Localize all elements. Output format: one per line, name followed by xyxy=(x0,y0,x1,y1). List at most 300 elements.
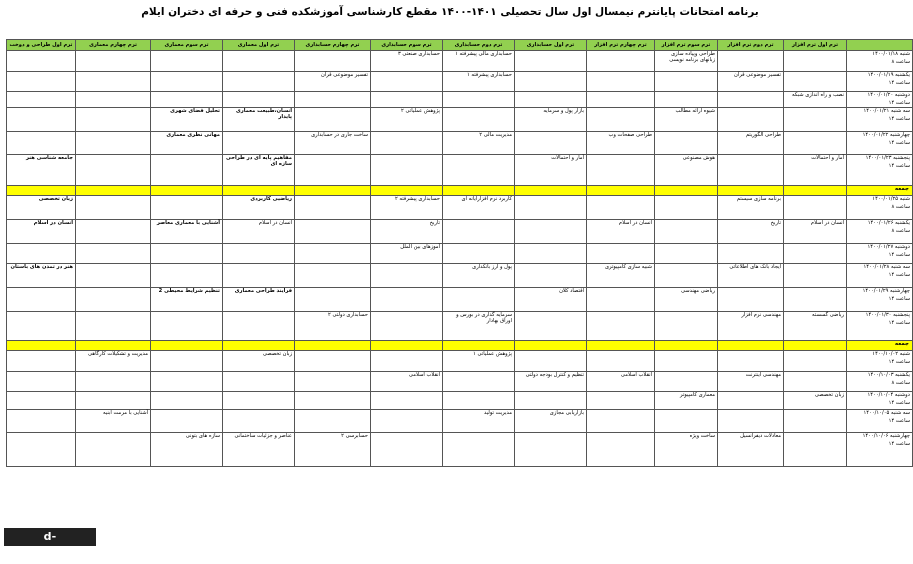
course-cell: ساخت جاری در حسابداری xyxy=(295,132,371,155)
course-cell: آشنایی با مرمت ابنیه xyxy=(76,410,151,433)
course-cell xyxy=(655,220,718,244)
course-cell xyxy=(7,288,76,312)
course-cell xyxy=(371,132,443,155)
course-cell xyxy=(655,264,718,288)
week-separator-cell xyxy=(587,186,655,196)
course-cell: تنظیم شرایط محیطی 2 xyxy=(151,288,223,312)
course-cell xyxy=(295,264,371,288)
course-cell xyxy=(295,196,371,220)
date-cell xyxy=(847,196,913,220)
course-cell: اقتصاد کلان xyxy=(515,288,587,312)
date-cell xyxy=(847,108,913,132)
course-cell xyxy=(443,220,515,244)
course-cell xyxy=(371,72,443,92)
course-cell xyxy=(76,312,151,341)
exam-time: ساعت ۸ xyxy=(891,204,910,211)
course-cell xyxy=(718,92,784,108)
course-cell xyxy=(587,244,655,264)
course-cell xyxy=(76,433,151,467)
course-cell: معماری کامپیوتر xyxy=(655,392,718,410)
course-cell: طراحی صفحات وب xyxy=(587,132,655,155)
course-cell xyxy=(7,92,76,108)
date-cell xyxy=(847,244,913,264)
course-cell xyxy=(784,372,847,392)
column-header: ترم اول معماری xyxy=(223,40,295,51)
week-separator-cell xyxy=(151,186,223,196)
column-header: ترم دوم حسابداری xyxy=(443,40,515,51)
course-cell xyxy=(295,410,371,433)
course-cell xyxy=(371,92,443,108)
course-cell: مدیریت مالی ۲ xyxy=(443,132,515,155)
exam-date: سه شنبه ۱۴۰۰/۰۱/۲۸ xyxy=(863,264,910,270)
week-separator-cell xyxy=(515,186,587,196)
course-cell xyxy=(151,51,223,72)
course-cell xyxy=(223,410,295,433)
course-cell: حسابداری صنعتی ۳ xyxy=(371,51,443,72)
course-cell: مدیریت تولید xyxy=(443,410,515,433)
schedule-row xyxy=(7,312,913,341)
course-cell xyxy=(784,433,847,467)
column-header: ترم اول حسابداری xyxy=(515,40,587,51)
course-cell xyxy=(515,433,587,467)
date-cell xyxy=(847,155,913,186)
course-cell: تفسیر موضوعی قرآن xyxy=(295,72,371,92)
course-cell xyxy=(718,351,784,372)
course-cell: آمار و احتمالات xyxy=(784,155,847,186)
course-cell: انسان در اسلام xyxy=(7,220,76,244)
course-cell xyxy=(587,392,655,410)
course-cell xyxy=(784,288,847,312)
course-cell xyxy=(295,392,371,410)
course-cell: آموزهای بین الملل xyxy=(371,244,443,264)
schedule-row xyxy=(7,220,913,244)
course-cell xyxy=(151,92,223,108)
course-cell: انسان،طبیعت معماری پایدار xyxy=(223,108,295,132)
week-separator-cell xyxy=(587,341,655,351)
date-cell xyxy=(847,410,913,433)
course-cell xyxy=(223,72,295,92)
course-cell: پژوهش عملیاتی ۲ xyxy=(371,108,443,132)
course-cell xyxy=(515,51,587,72)
course-cell: انقلاب اسلامی xyxy=(371,372,443,392)
exam-date: شنبه ۱۴۰۰/۰۱/۱۸ xyxy=(872,51,910,57)
course-cell xyxy=(515,132,587,155)
course-cell xyxy=(515,72,587,92)
week-separator-cell xyxy=(7,341,76,351)
course-cell xyxy=(76,108,151,132)
schedule-row xyxy=(7,132,913,155)
date-cell xyxy=(847,288,913,312)
week-separator-cell xyxy=(295,186,371,196)
course-cell xyxy=(587,155,655,186)
course-cell xyxy=(515,244,587,264)
course-cell xyxy=(718,108,784,132)
date-cell xyxy=(847,372,913,392)
schedule-row xyxy=(7,72,913,92)
exam-time: ساعت ۱۴ xyxy=(888,140,910,147)
course-cell: تاریخ xyxy=(371,220,443,244)
course-cell: ریاضی مهندسی xyxy=(655,288,718,312)
course-cell xyxy=(587,433,655,467)
course-cell xyxy=(223,132,295,155)
course-cell xyxy=(443,433,515,467)
week-separator-row xyxy=(7,341,913,351)
course-cell: فرایند طراحی معماری xyxy=(223,288,295,312)
exam-date: پنجشنبه ۱۴۰۰/۰۱/۳۰ xyxy=(865,312,910,318)
week-separator-label: جمعه xyxy=(847,341,913,351)
course-cell xyxy=(718,288,784,312)
schedule-row xyxy=(7,196,913,220)
exam-time: ساعت ۱۴ xyxy=(888,418,910,425)
course-cell: حسابرسی ۲ xyxy=(295,433,371,467)
course-cell: انسان در اسلام xyxy=(784,220,847,244)
course-cell: مهانی نظری معماری xyxy=(151,132,223,155)
course-cell xyxy=(655,92,718,108)
week-separator-cell xyxy=(371,341,443,351)
course-cell xyxy=(784,108,847,132)
course-cell xyxy=(151,196,223,220)
course-cell xyxy=(784,410,847,433)
course-cell: تفسیر موضوعی قرآن xyxy=(718,72,784,92)
course-cell xyxy=(515,196,587,220)
course-cell xyxy=(655,351,718,372)
course-cell xyxy=(295,155,371,186)
course-cell xyxy=(371,155,443,186)
course-cell xyxy=(7,372,76,392)
exam-time: ساعت ۱۴ xyxy=(888,296,910,303)
course-cell xyxy=(784,132,847,155)
exam-time: ساعت ۱۴ xyxy=(888,272,910,279)
course-cell xyxy=(655,244,718,264)
course-cell: مهندسی اینترنت xyxy=(718,372,784,392)
column-header: ترم دوم ترم افزار xyxy=(718,40,784,51)
course-cell xyxy=(295,108,371,132)
column-header: ترم سوم ترم افزار xyxy=(655,40,718,51)
course-cell xyxy=(151,392,223,410)
week-separator-cell xyxy=(443,341,515,351)
course-cell xyxy=(76,244,151,264)
course-cell: ریاضیی کاربردی xyxy=(223,196,295,220)
course-cell xyxy=(784,51,847,72)
schedule-row xyxy=(7,351,913,372)
exam-time: ساعت ۱۴ xyxy=(888,400,910,407)
exam-time: ساعت ۱۴ xyxy=(888,163,910,170)
course-cell xyxy=(371,410,443,433)
exam-date: یکشنبه ۱۴۰۰/۰۱/۲۶ xyxy=(867,220,910,226)
course-cell xyxy=(76,51,151,72)
week-separator-label: جمعه xyxy=(847,186,913,196)
header-row xyxy=(7,40,913,51)
course-cell: جامعه شناسی هنر xyxy=(7,155,76,186)
course-cell xyxy=(515,392,587,410)
course-cell: بازار پول و سرمایه xyxy=(515,108,587,132)
schedule-row xyxy=(7,433,913,467)
week-separator-cell xyxy=(371,186,443,196)
course-cell xyxy=(76,372,151,392)
course-cell xyxy=(295,220,371,244)
week-separator-cell xyxy=(295,341,371,351)
course-cell xyxy=(151,312,223,341)
course-cell xyxy=(655,372,718,392)
exam-time: ساعت ۸ xyxy=(891,59,910,66)
week-separator-cell xyxy=(151,341,223,351)
exam-date: دوشنبه ۱۴۰۰/۰۱/۲۰ xyxy=(867,92,910,98)
course-cell xyxy=(295,51,371,72)
course-cell xyxy=(295,244,371,264)
course-cell: آمار و احتمالات xyxy=(515,155,587,186)
week-separator-cell xyxy=(784,186,847,196)
schedule-row xyxy=(7,244,913,264)
course-cell: آشنایی با معماری معاصر xyxy=(151,220,223,244)
course-cell xyxy=(784,72,847,92)
course-cell xyxy=(295,372,371,392)
course-cell: حسابداری دولتی ۲ xyxy=(295,312,371,341)
date-cell xyxy=(847,92,913,108)
course-cell xyxy=(7,433,76,467)
date-cell xyxy=(847,351,913,372)
course-cell: زبان تخصصی xyxy=(784,392,847,410)
course-cell: شیوه ارائه مطالب xyxy=(655,108,718,132)
course-cell xyxy=(587,51,655,72)
exam-time: ساعت ۱۴ xyxy=(888,80,910,87)
week-separator-cell xyxy=(76,341,151,351)
course-cell: طراحی الگوریتم xyxy=(718,132,784,155)
course-cell: هنر در تمدن های باستان xyxy=(7,264,76,288)
course-cell xyxy=(587,72,655,92)
course-cell xyxy=(151,155,223,186)
course-cell xyxy=(223,392,295,410)
week-separator-row xyxy=(7,186,913,196)
course-cell xyxy=(587,196,655,220)
course-cell: ایجاد بانک های اطلاعاتی xyxy=(718,264,784,288)
site-logo: d-ilam.nus.ac.ir xyxy=(4,528,96,546)
exam-date: دوشنبه ۱۴۰۰/۱۰/۰۴ xyxy=(867,392,910,398)
exam-date: چهارشنبه ۱۴۰۰/۰۱/۲۹ xyxy=(862,288,910,294)
date-column-header xyxy=(847,40,913,51)
course-cell xyxy=(443,392,515,410)
column-header: ترم سوم معماری xyxy=(151,40,223,51)
course-cell xyxy=(784,196,847,220)
week-separator-cell xyxy=(718,186,784,196)
course-cell xyxy=(443,288,515,312)
course-cell xyxy=(515,351,587,372)
course-cell xyxy=(7,108,76,132)
exam-date: دوشنبه ۱۴۰۰/۰۱/۲۷ xyxy=(867,244,910,250)
course-cell xyxy=(587,351,655,372)
date-cell xyxy=(847,51,913,72)
course-cell xyxy=(223,92,295,108)
week-separator-cell xyxy=(655,186,718,196)
course-cell xyxy=(76,132,151,155)
exam-date: یکشنبه ۱۴۰۰/۰۱/۱۹ xyxy=(867,72,910,78)
course-cell: سرمایه گذاری در بورس و اوراق بهادار xyxy=(443,312,515,341)
course-cell xyxy=(371,312,443,341)
course-cell xyxy=(151,264,223,288)
course-cell: برنامه سازی سیستم xyxy=(718,196,784,220)
course-cell xyxy=(718,410,784,433)
course-cell xyxy=(443,92,515,108)
schedule-row xyxy=(7,264,913,288)
course-cell xyxy=(443,372,515,392)
course-cell: حسابداری پیشرفته ۱ xyxy=(443,72,515,92)
course-cell: کاربرد نرم افزارایانه ای xyxy=(443,196,515,220)
course-cell: شبیه سازی کامپیوتری xyxy=(587,264,655,288)
week-separator-cell xyxy=(515,341,587,351)
schedule-row xyxy=(7,92,913,108)
exam-date: شنبه ۱۴۰۰/۱۰/۰۲ xyxy=(872,351,910,357)
course-cell xyxy=(443,155,515,186)
course-cell xyxy=(223,244,295,264)
exam-time: ساعت ۸ xyxy=(891,228,910,235)
date-cell xyxy=(847,392,913,410)
course-cell xyxy=(7,132,76,155)
schedule-row xyxy=(7,108,913,132)
course-cell xyxy=(515,312,587,341)
course-cell xyxy=(295,351,371,372)
course-cell xyxy=(7,410,76,433)
schedule-row xyxy=(7,155,913,186)
course-cell xyxy=(151,410,223,433)
course-cell: ساخت ویژه xyxy=(655,433,718,467)
course-cell xyxy=(76,92,151,108)
course-cell: زبان تخصصی xyxy=(223,351,295,372)
course-cell xyxy=(223,264,295,288)
week-separator-cell xyxy=(655,341,718,351)
schedule-row xyxy=(7,392,913,410)
course-cell xyxy=(515,264,587,288)
exam-time: ساعت ۱۴ xyxy=(888,252,910,259)
course-cell xyxy=(718,155,784,186)
column-header: ترم اول طراحی و دوخت xyxy=(7,40,76,51)
course-cell xyxy=(655,196,718,220)
course-cell xyxy=(223,372,295,392)
course-cell xyxy=(587,410,655,433)
column-header: ترم اول ترم افزار xyxy=(784,40,847,51)
course-cell: ریاضی گسسته xyxy=(784,312,847,341)
course-cell xyxy=(151,351,223,372)
course-cell: بازاریابی مجازی xyxy=(515,410,587,433)
exam-time: ساعت ۱۴ xyxy=(888,320,910,327)
week-separator-cell xyxy=(718,341,784,351)
date-cell xyxy=(847,72,913,92)
column-header: ترم چهارم حسابداری xyxy=(295,40,371,51)
course-cell xyxy=(515,92,587,108)
course-cell: تحلیل فضای شهری xyxy=(151,108,223,132)
course-cell: زبان تخصصی xyxy=(7,196,76,220)
course-cell xyxy=(443,244,515,264)
exam-date: چهارشنبه ۱۴۰۰/۱۰/۰۶ xyxy=(862,433,910,439)
course-cell xyxy=(655,132,718,155)
column-header: ترم سوم حسابداری xyxy=(371,40,443,51)
exam-date: پنجشنبه ۱۴۰۰/۰۱/۲۳ xyxy=(865,155,910,161)
course-cell xyxy=(784,244,847,264)
exam-schedule-table xyxy=(6,39,913,467)
week-separator-cell xyxy=(784,341,847,351)
exam-time: ساعت ۱۴ xyxy=(888,116,910,123)
exam-date: سه شنبه ۱۴۰۰/۰۱/۲۱ xyxy=(863,108,910,114)
week-separator-cell xyxy=(443,186,515,196)
exam-time: ساعت ۸ xyxy=(891,380,910,387)
course-cell xyxy=(295,288,371,312)
course-cell xyxy=(7,72,76,92)
course-cell xyxy=(76,220,151,244)
course-cell xyxy=(223,51,295,72)
course-cell: تنظیم و کنترل بودجه دولتی xyxy=(515,372,587,392)
course-cell: پول و ارز بانکداری xyxy=(443,264,515,288)
course-cell: مفاهیم پایه ای در طراحی سازه ای xyxy=(223,155,295,186)
exam-date: سه شنبه ۱۴۰۰/۱۰/۰۵ xyxy=(863,410,910,416)
exam-date: یکشنبه ۱۴۰۰/۱۰/۰۳ xyxy=(867,372,910,378)
course-cell xyxy=(76,288,151,312)
exam-time: ساعت ۱۴ xyxy=(888,100,910,107)
date-cell xyxy=(847,132,913,155)
course-cell: پژوهش عملیاتی ۱ xyxy=(443,351,515,372)
course-cell: مدیریت و تشکیلات کارگاهی xyxy=(76,351,151,372)
course-cell xyxy=(371,433,443,467)
schedule-row xyxy=(7,372,913,392)
course-cell xyxy=(718,244,784,264)
course-cell: نصب و راه اندازی شبکه xyxy=(784,92,847,108)
course-cell xyxy=(443,108,515,132)
course-cell xyxy=(7,51,76,72)
course-cell xyxy=(76,264,151,288)
course-cell xyxy=(718,392,784,410)
schedule-row xyxy=(7,51,913,72)
course-cell xyxy=(655,72,718,92)
course-cell: سازه های بتونی xyxy=(151,433,223,467)
course-cell xyxy=(151,244,223,264)
schedule-row xyxy=(7,410,913,433)
week-separator-cell xyxy=(223,341,295,351)
date-cell xyxy=(847,220,913,244)
course-cell: هوش مصنوعی xyxy=(655,155,718,186)
page-title: برنامه امتحانات پایانترم نیمسال اول سال تحصیلی ۱۴۰۱-۱۴۰۰ مقطع کارشناسی آموزشکده فنی و حرفه ای دختران ایلام xyxy=(141,6,759,18)
course-cell xyxy=(76,196,151,220)
course-cell xyxy=(76,392,151,410)
exam-date: چهارشنبه ۱۴۰۰/۰۱/۲۲ xyxy=(862,132,910,138)
course-cell: مهندسی نرم افزار xyxy=(718,312,784,341)
column-header: ترم چهارم ترم افزار xyxy=(587,40,655,51)
course-cell xyxy=(371,392,443,410)
course-cell xyxy=(76,72,151,92)
course-cell xyxy=(784,351,847,372)
course-cell: حسابداری پیشرفته ۲ xyxy=(371,196,443,220)
column-header: ترم چهارم معماری xyxy=(76,40,151,51)
course-cell: حسابداری مالی پیشرفته ۱ xyxy=(443,51,515,72)
course-cell xyxy=(7,351,76,372)
course-cell xyxy=(7,392,76,410)
course-cell xyxy=(223,312,295,341)
course-cell: انسان در اسلام xyxy=(223,220,295,244)
course-cell: انسان در اسلام xyxy=(587,220,655,244)
course-cell xyxy=(587,108,655,132)
course-cell xyxy=(655,410,718,433)
course-cell xyxy=(655,312,718,341)
course-cell: تاریخ xyxy=(718,220,784,244)
week-separator-cell xyxy=(223,186,295,196)
course-cell xyxy=(151,372,223,392)
date-cell xyxy=(847,264,913,288)
course-cell xyxy=(371,288,443,312)
course-cell xyxy=(371,264,443,288)
course-cell xyxy=(76,155,151,186)
course-cell xyxy=(371,351,443,372)
week-separator-cell xyxy=(7,186,76,196)
course-cell xyxy=(151,72,223,92)
schedule-row xyxy=(7,288,913,312)
course-cell: عناصر و جزئیات ساختمانی xyxy=(223,433,295,467)
course-cell: طراحی وپیاده سازی زبانهای برنامه نویسی xyxy=(655,51,718,72)
